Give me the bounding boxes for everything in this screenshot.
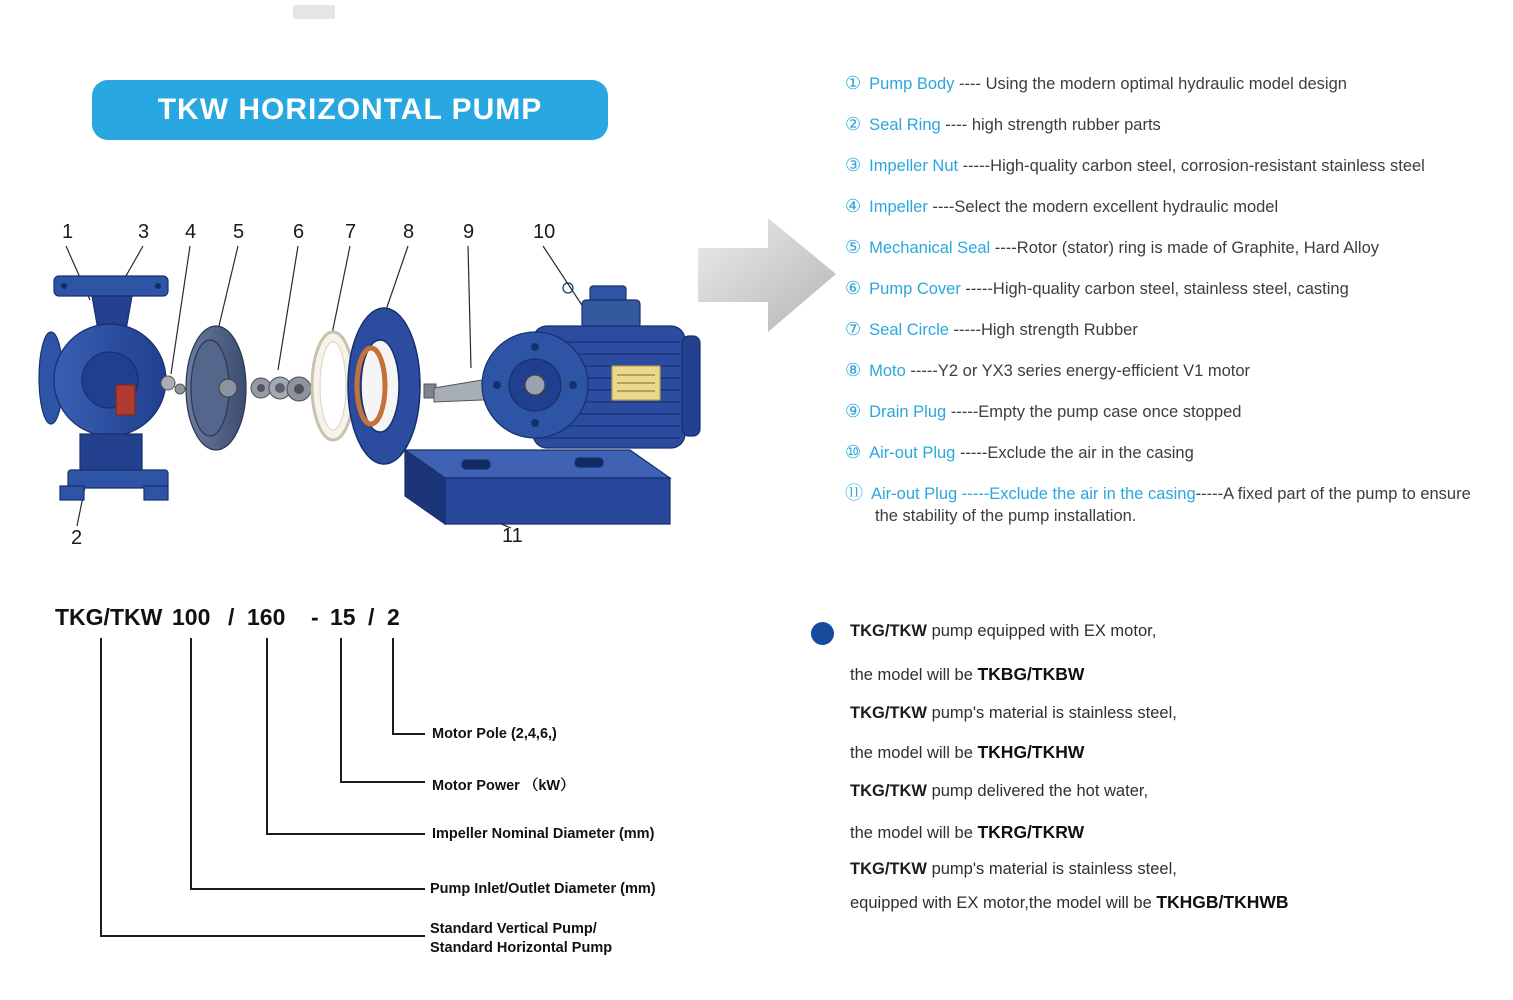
part-description: ---- high strength rubber parts: [940, 116, 1161, 134]
variant-line: [850, 822, 1084, 843]
variant-text: pump's material is stainless steel,: [926, 704, 1177, 722]
impeller: [186, 326, 246, 450]
part-number-badge: ⑨: [845, 401, 862, 421]
part-number-badge: ⑪: [845, 483, 863, 503]
variant-line: [850, 860, 1177, 879]
part-item: [845, 72, 1485, 95]
part-item: [845, 277, 1485, 300]
base-frame: [405, 450, 670, 524]
part-item: [845, 113, 1485, 136]
part-number-badge: ⑧: [845, 360, 862, 380]
variant-text: the model will be: [850, 666, 978, 684]
part-name: Impeller Nut: [869, 157, 959, 175]
part-number-badge: ③: [845, 155, 862, 175]
label-pump-type-line2: Standard Horizontal Pump: [430, 940, 613, 956]
variant-text: pump delivered the hot water,: [926, 782, 1149, 800]
pump-exploded-view: [30, 218, 720, 568]
part-item: [845, 400, 1485, 423]
part-item: [845, 359, 1485, 382]
parts-list: [845, 72, 1485, 545]
part-number-badge: ②: [845, 114, 862, 134]
label-inlet-outlet: Pump Inlet/Outlet Diameter (mm): [430, 881, 656, 897]
variant-lead: TKG/TKW: [850, 782, 927, 800]
part-number-badge: ⑩: [845, 442, 862, 462]
model-segment: /: [368, 604, 375, 630]
part-description: -----A fixed part of the pump to ensure the stability of the pump installation.: [875, 485, 1471, 525]
part-description: -----High-quality carbon steel, corrosion-resistant stainless steel: [958, 157, 1425, 175]
part-name: Moto: [869, 362, 906, 380]
part-name: Drain Plug: [869, 403, 947, 421]
variant-line: [850, 622, 1156, 641]
part-description: -----High strength Rubber: [948, 321, 1138, 339]
callout-7: 7: [345, 221, 357, 243]
label-pump-type-line1: Standard Vertical Pump/: [430, 921, 597, 937]
variant-model: TKHG/TKHW: [977, 742, 1085, 762]
title-banner: [92, 80, 608, 140]
variant-text: equipped with EX motor,the model will be: [850, 894, 1157, 912]
part-name: Pump Body: [869, 75, 955, 93]
bullet-dot: [811, 622, 834, 645]
part-item: [845, 195, 1485, 218]
part-item: [845, 482, 1485, 527]
part-item: [845, 318, 1485, 341]
callout-2: 2: [71, 527, 83, 549]
label-motor-power: Motor Power （kW）: [432, 778, 575, 794]
part-description: ----Rotor (stator) ring is made of Graphite, Hard Alloy: [990, 239, 1380, 257]
callout-4: 4: [185, 221, 197, 243]
scan-artifact: [293, 5, 335, 19]
part-description: ----Select the modern excellent hydraulic model: [927, 198, 1279, 216]
variant-line: [850, 664, 1084, 685]
part-name: Air-out Plug: [871, 485, 958, 503]
part-description: -----High-quality carbon steel, stainless steel, casting: [960, 280, 1349, 298]
callout-8: 8: [403, 221, 415, 243]
callout-6: 6: [293, 221, 305, 243]
part-item: [845, 154, 1485, 177]
variant-lead: TKG/TKW: [850, 704, 927, 722]
variant-model: TKBG/TKBW: [977, 664, 1085, 684]
part-item: [845, 236, 1485, 259]
callout-1: 1: [62, 221, 74, 243]
variant-model: TKRG/TKRW: [977, 822, 1085, 842]
model-segment: TKG/TKW: [55, 604, 163, 630]
model-segment: 160: [247, 604, 286, 630]
model-segment: 15: [330, 604, 356, 630]
part-item: [845, 441, 1485, 464]
model-segment: -: [311, 604, 319, 630]
right-arrow-icon: [698, 206, 838, 341]
part-name: Mechanical Seal: [869, 239, 991, 257]
variant-lead: TKG/TKW: [850, 860, 927, 878]
part-name: Seal Circle: [869, 321, 949, 339]
page-title: TKW HORIZONTAL PUMP: [157, 93, 543, 126]
part-name: Impeller: [869, 198, 928, 216]
label-impeller-diameter: Impeller Nominal Diameter (mm): [432, 826, 655, 842]
variant-text: the model will be: [850, 824, 978, 842]
part-name: Air-out Plug: [869, 444, 956, 462]
pump-cover: [348, 308, 420, 464]
variant-text: the model will be: [850, 744, 978, 762]
part-description: -----Exclude the air in the casing: [955, 444, 1194, 462]
variant-text: pump equipped with EX motor,: [926, 622, 1157, 640]
callout-11: 11: [502, 525, 523, 547]
connector-pump-type: [100, 638, 425, 937]
part-description: -----Empty the pump case once stopped: [946, 403, 1242, 421]
part-number-badge: ①: [845, 73, 862, 93]
part-description: -----Y2 or YX3 series energy-efficient V1 motor: [905, 362, 1251, 380]
variant-line: [850, 704, 1177, 723]
motor: [482, 283, 700, 448]
model-segment: 2: [387, 604, 400, 630]
callout-9: 9: [463, 221, 475, 243]
variant-line: [850, 892, 1289, 913]
variant-line: [850, 742, 1084, 763]
mechanical-seal-parts: [251, 377, 311, 401]
part-number-badge: ④: [845, 196, 862, 216]
variant-model: TKHGB/TKHWB: [1156, 892, 1289, 912]
part-number-badge: ⑦: [845, 319, 862, 339]
label-motor-pole: Motor Pole (2,4,6,): [432, 726, 557, 742]
callout-10: 10: [533, 221, 556, 243]
callout-5: 5: [233, 221, 245, 243]
variant-lead: TKG/TKW: [850, 622, 927, 640]
part-description: ---- Using the modern optimal hydraulic model design: [954, 75, 1347, 93]
part-name: Seal Ring: [869, 116, 941, 134]
part-description-highlight: -----Exclude the air in the casing: [957, 485, 1196, 503]
pump-body: [39, 276, 168, 500]
model-segment: /: [228, 604, 235, 630]
callout-3: 3: [138, 221, 150, 243]
part-number-badge: ⑥: [845, 278, 862, 298]
variant-text: pump's material is stainless steel,: [926, 860, 1177, 878]
part-number-badge: ⑤: [845, 237, 862, 257]
variant-line: [850, 782, 1148, 801]
model-segment: 100: [172, 604, 211, 630]
part-name: Pump Cover: [869, 280, 961, 298]
